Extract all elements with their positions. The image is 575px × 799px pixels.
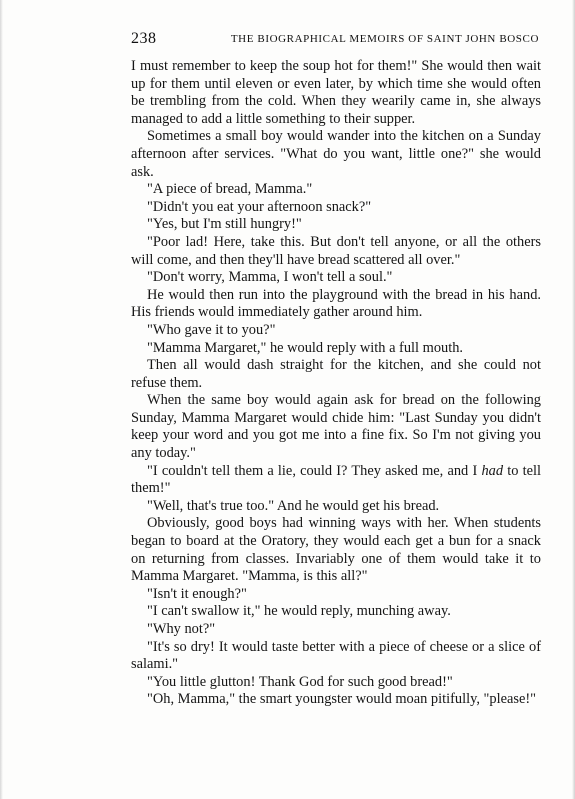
paragraph: "Don't worry, Mamma, I won't tell a soul."	[147, 269, 393, 286]
page-left-edge	[0, 0, 3, 799]
paragraph: "Mamma Margaret," he would reply with a full mouth.	[147, 339, 464, 356]
paragraph: "Who gave it to you?"	[147, 321, 276, 338]
paragraph: When the same boy would again ask for bread on the following Sunday, Mamma Margaret would chide him: "Last Sunday you didn't keep your word and you got me into a fine fix. So I'm not giving you any today."	[131, 392, 541, 462]
paragraph: "Isn't it enough?"	[147, 585, 247, 602]
paragraph: Sometimes a small boy would wander into the kitchen on a Sunday afternoon after services. "What do you want, little one?" she would ask.	[131, 128, 541, 180]
paragraph: "Didn't you eat your afternoon snack?"	[147, 198, 372, 215]
paragraph: "You little glutton! Thank God for such good bread!"	[147, 673, 453, 690]
running-title: THE BIOGRAPHICAL MEMOIRS OF SAINT JOHN BOSCO	[230, 33, 539, 45]
paragraph-text: to tell them!"	[131, 462, 541, 497]
paragraph-text: "I couldn't tell them a lie, could I? They asked me, and I	[147, 462, 482, 479]
paragraph: "Why not?"	[147, 621, 216, 637]
paragraph: Then all would dash straight for the kitchen, and she could not refuse them.	[131, 357, 541, 391]
paragraph: "Oh, Mamma," the smart youngster would moan pitifully, "please!"	[147, 691, 537, 708]
paragraph: "I can't swallow it," he would reply, munching away.	[147, 603, 451, 620]
running-header	[131, 30, 539, 50]
paragraph: Obviously, good boys had winning ways with her. When students began to board at the Oratory, they would each get a bun for a snack on returning from classes. Invariably one of them would take it to Mamma Margaret. "Mamma, is this all?"	[131, 515, 541, 585]
emphasized-word: had	[481, 462, 504, 479]
paragraph: I must remember to keep the soup hot for them!" She would then wait up for them until eleven or even later, by which time she would often be trembling from the cold. When they wearily came in, she always managed to add a little something to their supper.	[131, 58, 541, 127]
paragraph: "Well, that's true too." And he would get his bread.	[147, 497, 440, 514]
page-number: 238	[131, 30, 157, 47]
paragraph: "Poor lad! Here, take this. But don't tell anyone, or all the others will come, and then they'll have bread scattered all over."	[131, 233, 541, 268]
body-text	[131, 58, 541, 709]
paragraph: "It's so dry! It would taste better with a piece of cheese or a slice of salami."	[131, 638, 541, 673]
paragraph: "A piece of bread, Mamma."	[147, 181, 313, 198]
paragraph: "Yes, but I'm still hungry!"	[147, 216, 302, 233]
paragraph: He would then run into the playground with the bread in his hand. His friends would immediately gather around him.	[131, 286, 541, 321]
paragraph-lie	[131, 463, 541, 498]
